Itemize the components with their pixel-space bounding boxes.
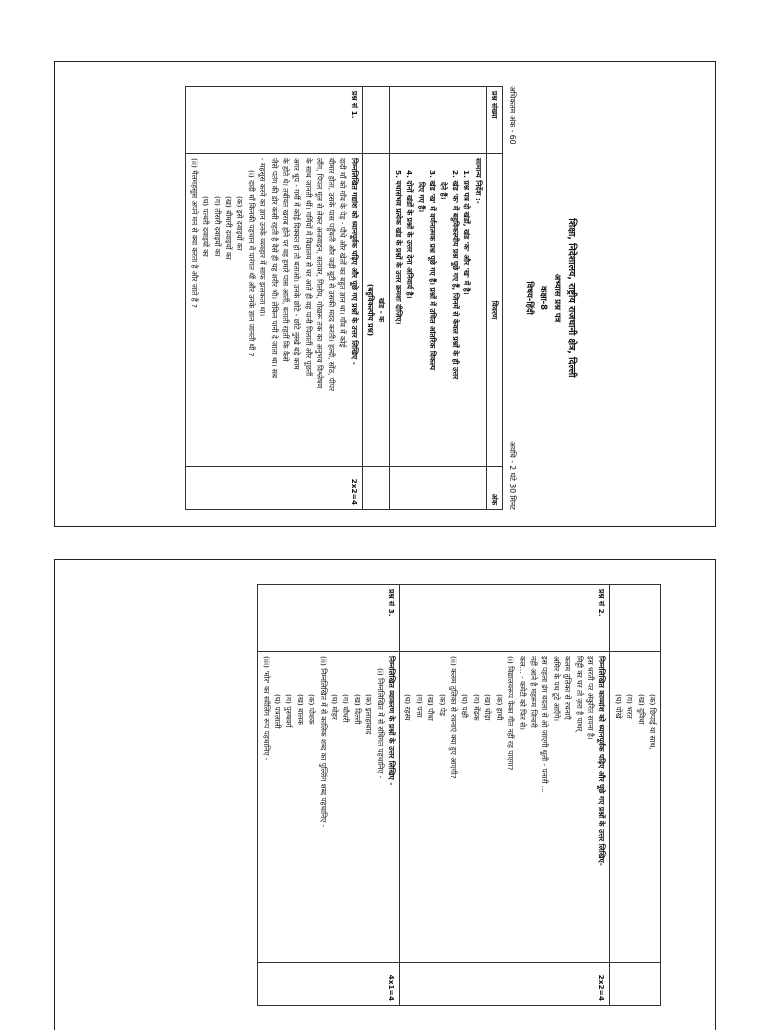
passage-line: दादी माँ को गाँव के पेड़ - पौधे और खेतों का बहुत ज्ञान था। गाँव में कोई [338, 158, 348, 348]
question-table-1 [185, 86, 503, 510]
continued-options-row [610, 585, 661, 1006]
option: (क) छिपाई या साथ, [648, 694, 657, 750]
section-title: खंड - क [377, 298, 387, 322]
option: (क) हाथी [494, 694, 504, 721]
max-marks: अधिकतम अंक - 60 [507, 86, 517, 145]
header-class: कक्षा-8 [539, 286, 549, 310]
page-2 [54, 559, 716, 1030]
instruction-3-cont: दिए गए हैं। [416, 182, 426, 213]
instruction-3: 3. खंड 'ख' में वर्णनात्मक प्रश्न पूछे गए हैं। प्रश्नों में उचित आंतरिक विकल्प [427, 170, 437, 370]
instructions-row [390, 87, 486, 510]
question-2-stem: निम्नलिखित काव्यांश को ध्यानपूर्वक पढ़िए और पूछे गए प्रश्नों के उत्तर लिखिए- [597, 656, 607, 866]
option: (घ) मोहर [330, 694, 340, 720]
table-header-row [486, 87, 502, 510]
question-1-number: प्रश्न सं 1. [186, 87, 362, 154]
option: (क) पोशक [307, 694, 317, 725]
page-2-sheet [111, 584, 661, 1006]
option: (क) इलाहाबाद [364, 694, 374, 735]
passage-line: के साथ जानती थीं। गर्मियों में विद्यालय से घर आते ही वह पानी पिलातीं और पूछतीं [303, 158, 313, 377]
page-1-header [521, 86, 577, 510]
option: (ख) पौधा [426, 694, 436, 721]
option: (ख) दुविधा [636, 694, 646, 725]
option: (ख) घोड़ा [483, 694, 493, 721]
instruction-1: 1. प्रश्न पत्र दो खंडों, खंड 'क' और 'ख' में है। [462, 170, 472, 295]
page-1-meta [503, 86, 521, 510]
poem-line: कल... - कमेटी को फिर से। [517, 656, 527, 730]
header-subject: विषय-हिंदी [525, 281, 535, 315]
question-1-stem: निम्नलिखित गद्यांश को ध्यानपूर्वक पढ़िए और पूछे गए प्रश्नों के उत्तर लिखिए - [349, 158, 359, 365]
option: (क) पेड़ [437, 694, 447, 716]
question-3-row [258, 585, 400, 1006]
page-1-sheet [101, 86, 577, 510]
question-table-2 [257, 584, 661, 1006]
option: (घ) पोखे [613, 694, 623, 719]
question-1-sub-2: (ii) मैलमहसूस अपने मन से क्या करता है और जाते हैं ? [189, 158, 199, 308]
question-2-marks: 2x2=4 [400, 963, 610, 1006]
option: (घ) पत्रलाली [273, 694, 282, 729]
option: (घ) पक्षी [460, 694, 470, 718]
instruction-5: 5. यथासंभव प्रत्येक खंड के प्रश्नों के उत्तर क्रमशः दीजिए। [393, 170, 403, 325]
page-1 [54, 61, 716, 527]
question-3-sub-1: (i) निम्नलिखित में से संधिगत पहचानिए - [375, 668, 385, 779]
section-cell [362, 154, 390, 467]
option: (ख) दिल्ली [352, 694, 362, 725]
poem-line: नहीं आने है महरूम जिनारी [528, 656, 538, 728]
passage-line: अगर धूप - गर्मी में कोई दिक्कत हो तो बताओ। उनके छोटे - छोटे नुस्खे बड़े काम [292, 158, 302, 370]
col-description: विवरण [486, 154, 502, 467]
passage-line: लौंग, पिपल मूल से लेकर अजवाइन, सतावर, गिलोय, गोखरू तक का अनुभव विश्लेषण [315, 158, 325, 389]
question-3-sub-3: (iii) 'मोर' का स्त्रीलिंग रूप पहचानिए - [261, 656, 271, 761]
instruction-2: 2. खंड 'क' में बहुविकल्पीय प्रश्न पूछे गए हैं, जिनमें से केवल प्रश्नों के ही उत्तर [450, 170, 460, 380]
poem-line: अमिर के पथ टूटे आएँगे। [551, 656, 561, 722]
instructions-cell [390, 154, 486, 467]
question-3-body [258, 652, 400, 963]
option: (ख) बालक [295, 694, 305, 725]
passage-line: जैसे पतंग की डोर कसी रहती है वैसे ही यह शरीर भी। लेकिन पानी दे जाता था। सब [269, 158, 279, 379]
question-1-sub-1: (i) दादी माँ किनकी पहचान में पारंगत थीं और उनके ज्ञान जानती थीं ? [246, 170, 256, 357]
option: (ख) बीमारी दवाइयों का [224, 196, 234, 260]
question-2-sub-1: (i) विद्यालयरूप फेंका गीत नहीं रह पाएगा? [506, 656, 516, 771]
option: (ग) भरत [625, 694, 635, 719]
option: (ग) मेंढक [471, 694, 481, 721]
option: (ग) चौधरी [341, 694, 351, 723]
question-2-number: प्रश्न सं 2. [400, 585, 610, 652]
option: (ग) पत्ता [414, 694, 424, 718]
question-1-body [186, 154, 362, 467]
question-3-sub-2: (ii) निम्नलिखित में से कालिक शब्द का पुल्लिंग शब्द पहचानिए - [318, 656, 328, 828]
option: (घ) पत्थरी दवाइयों का [201, 196, 211, 257]
question-1-marks: 2x2=4 [186, 467, 362, 510]
poem-line: इस धरती पर अंकुरित सपना है। [585, 656, 595, 740]
question-3-stem: निम्नलिखित व्याकरण के प्रश्नों के उत्तर लिखिए - [387, 656, 397, 786]
passage-line: - महसूस करने का ज्ञान उनके व्यवहार में साफ झलकता था। [258, 158, 268, 317]
option: (घ) रहस्य [403, 694, 413, 721]
option: (ग) पुरुषवर्ग [284, 694, 294, 728]
section-row [362, 87, 390, 510]
header-directorate: शिक्षा, निदेशालय, राष्ट्रीय राजधानी क्षेत्र, दिल्ली [566, 218, 577, 378]
poem-line: कलम तुलिका से रचनाएँ [563, 656, 573, 720]
question-2-sub-2: (ii) कलम तुलिका से रचनाएं क्या हुए आएगी? [449, 656, 459, 779]
duration: अवधि - 2 घंटे 30 मिनट [507, 441, 517, 510]
option: (ग) तीसरी दवाइयों का [212, 196, 222, 257]
passage-line: बीमार होता, उसके पास पहुँचती और जड़ी बूटी से उसकी मदद करती। हल्दी, सोंठ, पीपर [326, 158, 336, 391]
question-1-row [186, 87, 362, 510]
question-3-marks: 4x1=4 [258, 963, 400, 1006]
poem-line: मिट्टी का घर तो ज़रा है पाथर् [574, 656, 584, 732]
passage-line: के होते थे। तबीयत खराब होने पर वह हमारे पास आतीं, बताती रहतीं कि कैसे [281, 158, 291, 362]
continued-options-cell [610, 652, 661, 963]
col-marks: अंक [486, 467, 502, 510]
poem-line: इस पहला ढंग बदला से ओ जाएगी धूली - पनारी ... [540, 656, 550, 794]
option: (क) इसे दवाइयों का [235, 196, 245, 251]
general-instructions-title: सामान्य निर्देश :- [473, 158, 483, 204]
instruction-4: 4. दोनों खंडों के प्रश्नों के उत्तर देना अनिवार्य है। [405, 170, 415, 299]
header-paper-type: अभ्यास प्रश्न पत्र [553, 273, 563, 323]
question-2-body [400, 652, 610, 963]
instruction-2-cont: देने हैं। [439, 182, 449, 200]
section-subtitle: (बहुविकल्पीय प्रश्न) [365, 283, 375, 337]
question-2-row [400, 585, 610, 1006]
col-question-number: प्रश्न संख्या [486, 87, 502, 154]
question-3-number: प्रश्न सं 3. [258, 585, 400, 652]
